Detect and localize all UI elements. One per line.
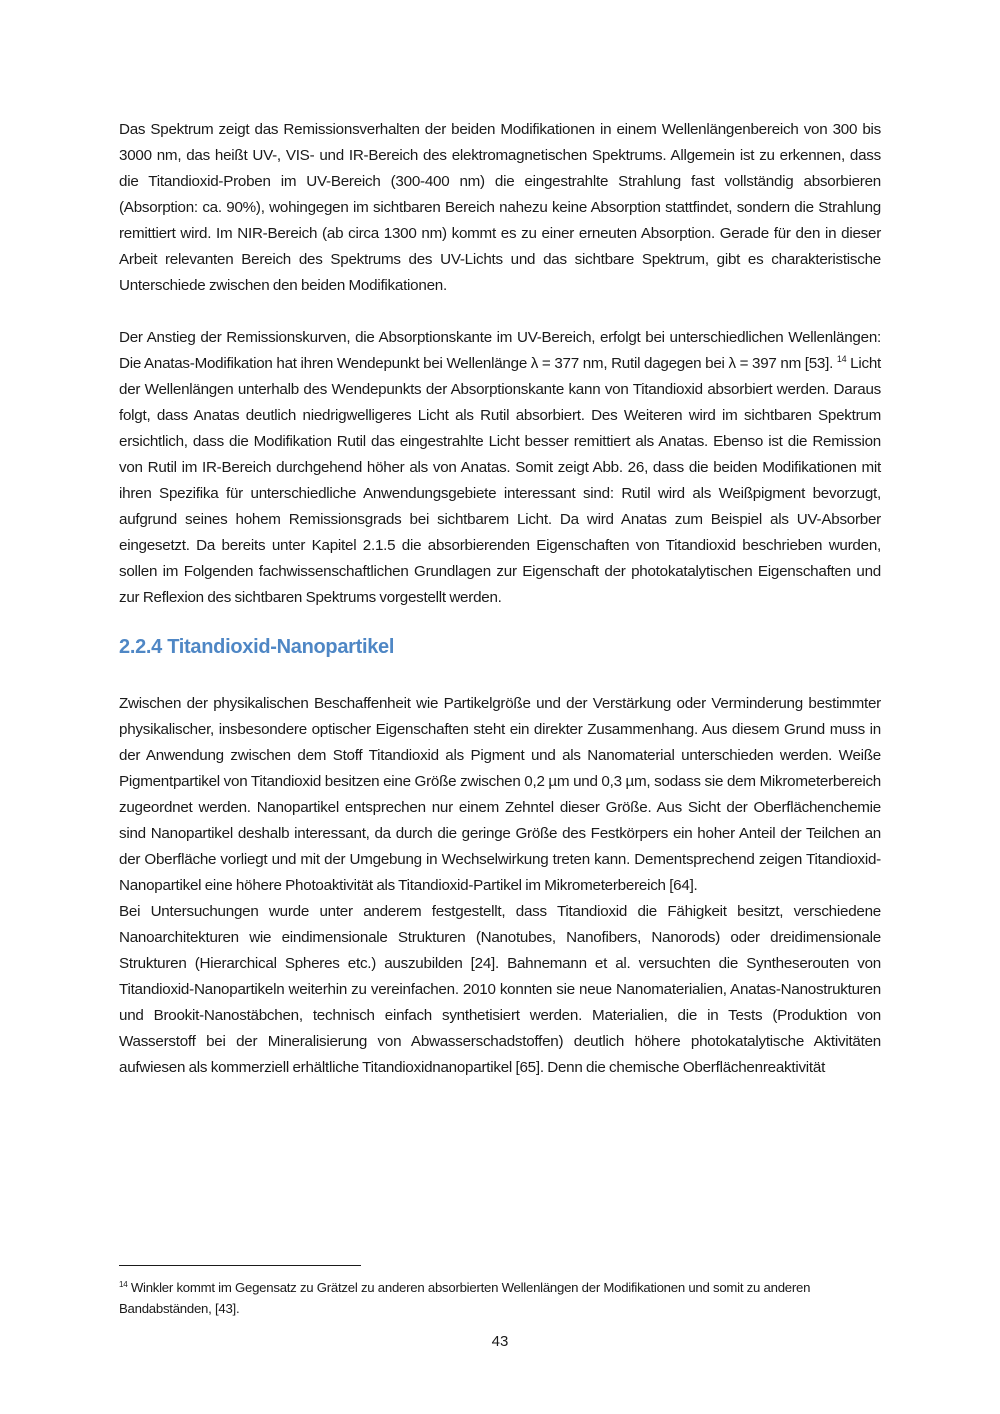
footnote-number: 14 bbox=[119, 1280, 128, 1289]
page-number: 43 bbox=[491, 1333, 509, 1350]
footnote-separator bbox=[119, 1265, 361, 1266]
paragraph-nanoarchitectures: Bei Untersuchungen wurde unter anderem festgestellt, dass Titandioxid die Fähigkeit besitzt, verschiedene Nanoarchitekturen wie eindimensionale Strukturen (Nanotubes, Nanofibers, Nanorods) oder dreidimensionale Strukturen (Hierarchical Spheres etc.) auszubilden [24]. Bahnemann et al. versuchten die Syntheserouten von Titandioxid-Nanopartikeln weiterhin zu vereinfachen. 2010 konnten sie neue Nanomaterialien, Anatas-Nanostrukturen und Brookit-Nanostäbchen, technisch einfach synthetisiert werden. Materialien, die in Tests (Produktion von Wasserstoff bei der Mineralisierung von Abwasserschadstoffen) deutlich höhere photokatalytische Aktivitäten aufwiesen als kommerziell erhältliche Titandioxidnanopartikel [65]. Denn die chemische Oberflächenreaktivität bbox=[119, 903, 881, 1076]
paragraph-absorption-edge-part2: Licht der Wellenlängen unterhalb des Wendepunkts der Absorptionskante kann von Titandioxid absorbiert werden. Daraus folgt, dass Anatas deutlich niedrigwelligeres Licht als Rutil absorbiert. Des Weiteren wird im sichtbaren Spektrum ersichtlich, dass die Modifikation Rutil das eingestrahlte Licht besser remittiert als Anatas. Ebenso ist die Remission von Rutil im IR-Bereich durchgehend höher als von Anatas. Somit zeigt Abb. 26, dass die beiden Modifikationen mit ihren Spezifika für unterschiedliche Anwendungsgebiete interessant sind: Rutil wird als Weißpigment bevorzugt, aufgrund seines hohem Remissionsgrads bei sichtbarem Licht. Da wird Anatas zum Beispiel als UV-Absorber eingesetzt. Da bereits unter Kapitel 2.1.5 die absorbierenden Eigenschaften von Titandioxid beschrieben wurden, sollen im Folgenden fachwissenschaftlichen Grundlagen zur Eigenschaft der photokatalytischen Eigenschaften und zur Reflexion des sichtbaren Spektrums vorgestellt werden. bbox=[119, 355, 881, 606]
section-heading: 2.2.4 Titandioxid-Nanopartikel bbox=[119, 636, 395, 658]
paragraph-spectrum-description: Das Spektrum zeigt das Remissionsverhalten der beiden Modifikationen in einem Wellenlängenbereich von 300 bis 3000 nm, das heißt UV-, VIS- und IR-Bereich des elektromagnetischen Spektrums. Allgemein ist zu erkennen, dass die Titandioxid-Proben im UV-Bereich (300-400 nm) die eingestrahlte Strahlung fast vollständig absorbieren (Absorption: ca. 90%), wohingegen im sichtbaren Bereich nahezu keine Absorption stattfindet, sondern die Strahlung remittiert wird. Im NIR-Bereich (ab circa 1300 nm) kommt es zu einer erneuten Absorption. Gerade für den in dieser Arbeit relevanten Bereich des Spektrums des UV-Lichts und das sichtbare Spektrum, gibt es charakteristische Unterschiede zwischen den beiden Modifikationen. bbox=[119, 121, 881, 294]
paragraph-absorption-edge-part1: Der Anstieg der Remissionskurven, die Absorptionskante im UV-Bereich, erfolgt bei unterschiedlichen Wellenlängen: Die Anatas-Modifikation hat ihren Wendepunkt bei Wellenlänge λ = 377 nm, Rutil dagegen bei λ = 397 nm [53]. bbox=[119, 329, 881, 372]
footnote bbox=[119, 1277, 881, 1319]
paragraph-nanoparticles-intro: Zwischen der physikalischen Beschaffenheit wie Partikelgröße und der Verstärkung oder Verminderung bestimmter physikalischer, insbesondere optischer Eigenschaften steht ein direkter Zusammenhang. Aus diesem Grund muss in der Anwendung zwischen dem Stoff Titandioxid als Pigment und als Nanomaterial unterschieden werden. Weiße Pigmentpartikel von Titandioxid besitzen eine Größe zwischen 0,2 µm und 0,3 µm, sodass sie dem Mikrometerbereich zugeordnet werden. Nanopartikel entsprechen nur einem Zehntel dieser Größe. Aus Sicht der Oberflächenchemie sind Nanopartikel deshalb interessant, da durch die geringe Größe des Festkörpers ein hoher Anteil der Teilchen an der Oberfläche vorliegt und mit der Umgebung in Wechselwirkung treten kann. Dementsprechend zeigen Titandioxid-Nanopartikel eine höhere Photoaktivität als Titandioxid-Partikel im Mikrometerbereich [64]. bbox=[119, 695, 881, 894]
paragraph-absorption-edge bbox=[119, 325, 881, 611]
page-body bbox=[119, 117, 881, 1081]
footnote-text: Winkler kommt im Gegensatz zu Grätzel zu anderen absorbierten Wellenlängen der Modifikationen und somit zu anderen Bandabständen, [43]. bbox=[119, 1280, 811, 1316]
footnote-reference[interactable]: 14 bbox=[836, 354, 847, 364]
